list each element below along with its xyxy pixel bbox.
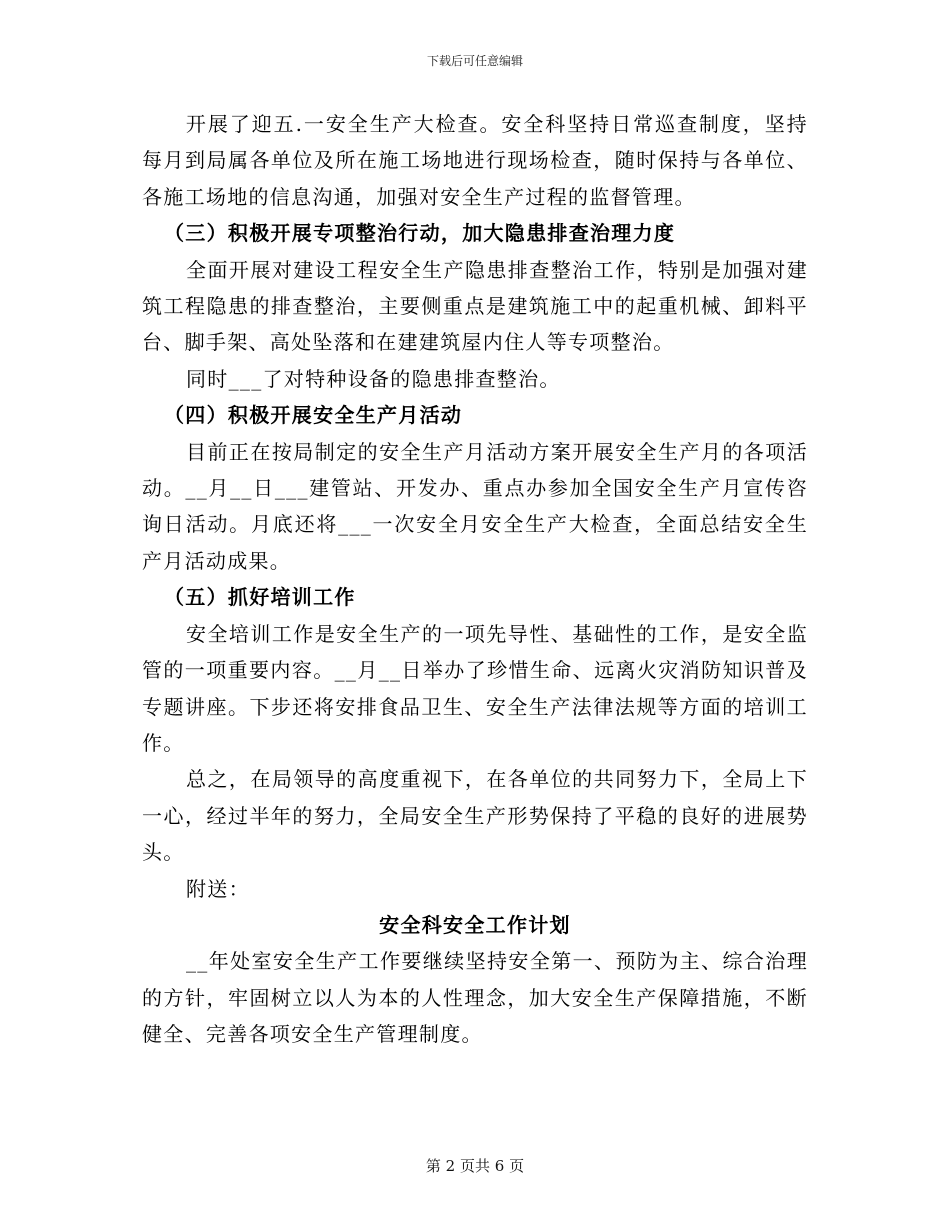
- paragraph-attachment-label: 附送：: [186, 876, 250, 901]
- plan-title: 安全科安全工作计划: [379, 912, 571, 937]
- section-heading-5: （五）抓好培训工作: [164, 585, 356, 610]
- page-header: 下载后可任意编辑: [426, 54, 523, 68]
- paragraph-plan-intro: __年处室安全生产工作要继续坚持安全第一、预防为主、综合治理的方针，牢固树立以人为本的人性理念，加大安全生产保障措施，不断健全、完善各项安全生产管理制度。: [142, 949, 808, 1047]
- section-heading-4: （四）积极开展安全生产月活动: [164, 403, 463, 428]
- paragraph-special-equipment: 同时___了对特种设备的隐患排查整治。: [186, 366, 561, 391]
- section-heading-3: （三）积极开展专项整治行动，加大隐患排查治理力度: [164, 221, 676, 246]
- paragraph-inspection: 开展了迎五.一安全生产大检查。安全科坚持日常巡查制度，坚持每月到局属各单位及所在施工场地进行现场检查，随时保持与各单位、各施工场地的信息沟通，加强对安全生产过程的监督管理。: [142, 112, 808, 209]
- paragraph-hazard-rectification: 全面开展对建设工程安全生产隐患排查整治工作，特别是加强对建筑工程隐患的排查整治，主要侧重点是建筑施工中的起重机械、卸料平台、脚手架、高处坠落和在建建筑屋内住人等专项整治。: [142, 257, 808, 355]
- paragraph-summary: 总之，在局领导的高度重视下，在各单位的共同努力下，全局上下一心，经过半年的努力，全局安全生产形势保持了平稳的良好的进展势头。: [142, 767, 808, 865]
- page-footer: 第 2 页共 6 页: [425, 1157, 525, 1175]
- paragraph-safety-month: 目前正在按局制定的安全生产月活动方案开展安全生产月的各项活动。__月__日___建管站、开发办、重点办参加全国安全生产月宣传咨询日活动。月底还将___一次安全月安全生产大检查，全面总结安全生产月活动成果。: [142, 439, 808, 573]
- document-body: [142, 106, 808, 1053]
- paragraph-training: 安全培训工作是安全生产的一项先导性、基础性的工作，是安全监管的一项重要内容。__月__日举办了珍惜生命、远离火灾消防知识普及专题讲座。下步还将安排食品卫生、安全生产法律法规等方面的培训工作。: [142, 621, 808, 755]
